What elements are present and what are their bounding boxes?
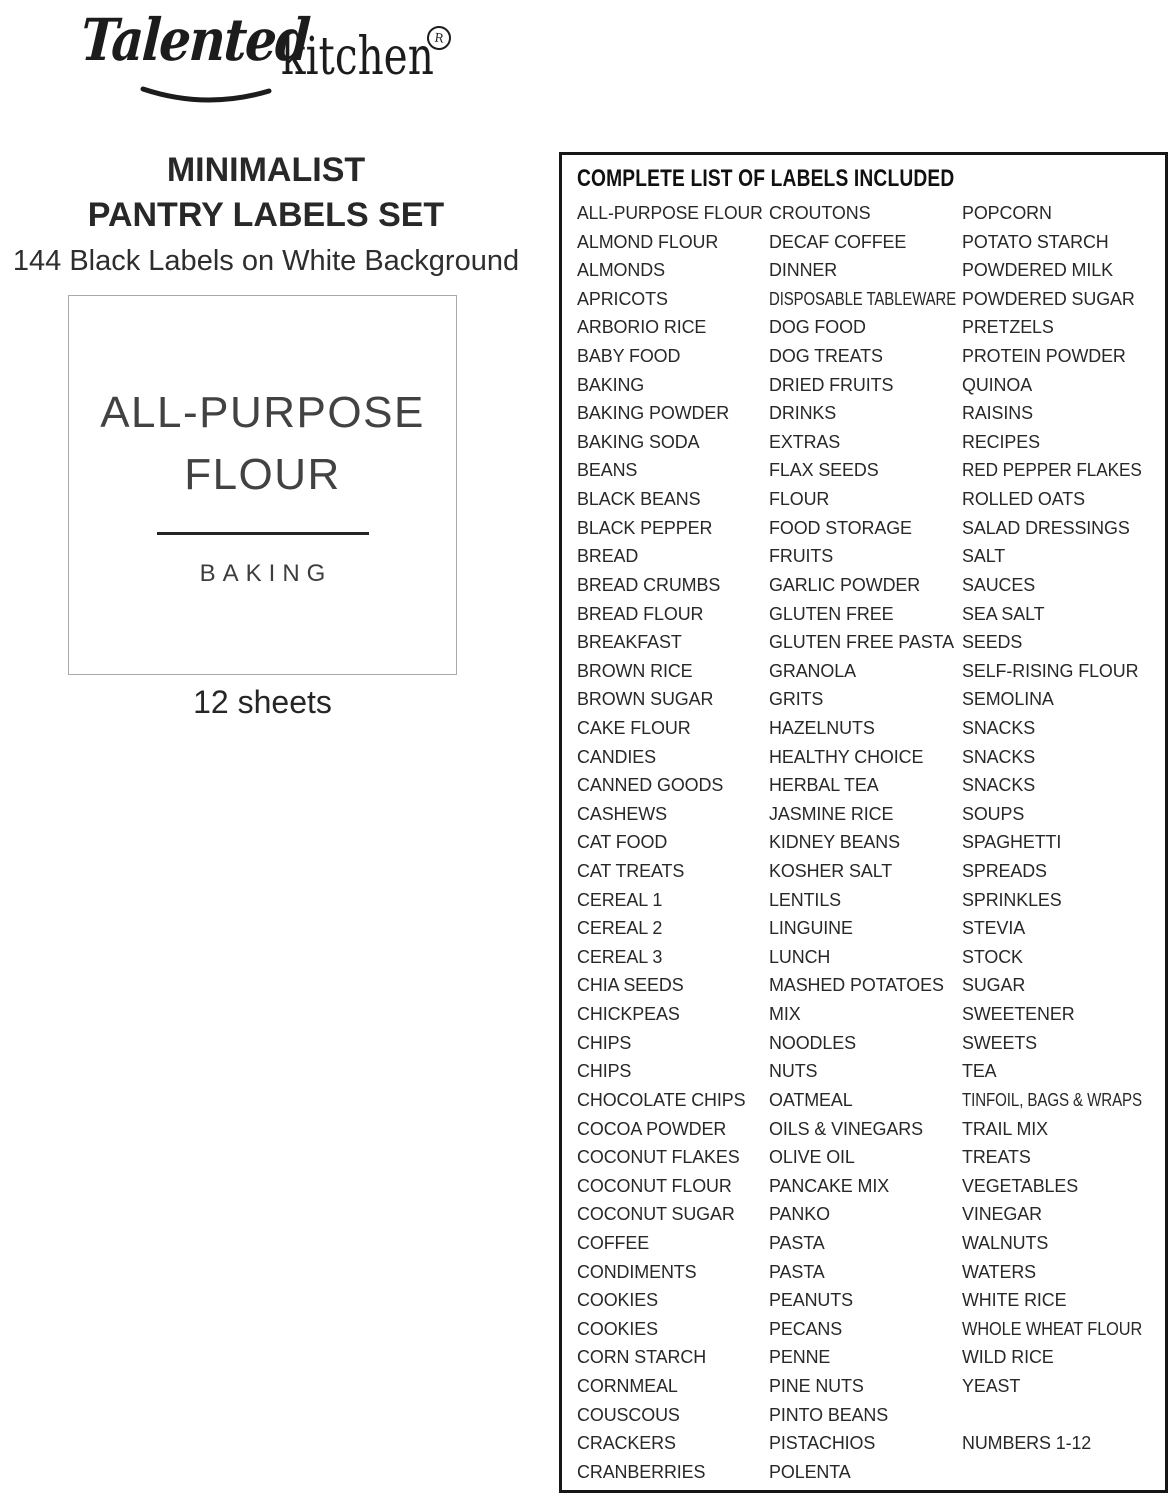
label-list-item: PINE NUTS [769, 1374, 864, 1396]
brand-logo [75, 6, 475, 124]
label-list-item: CANDIES [577, 745, 656, 767]
label-list-item: SALT [962, 545, 1006, 567]
sample-label-name-line2: FLOUR [184, 450, 341, 499]
label-list-item: TEA [962, 1060, 997, 1082]
label-list-item: BREAD CRUMBS [577, 573, 721, 595]
label-list-item: WATERS [962, 1260, 1037, 1282]
label-list-item: POPCORN [962, 202, 1052, 223]
label-list-item: CAT FOOD [577, 831, 668, 853]
product-title-line2: PANTRY LABELS SET [87, 196, 445, 234]
label-list-item: ALMONDS [577, 259, 665, 281]
label-list-item: SOUPS [962, 802, 1025, 824]
label-list-item: PANKO [769, 1203, 830, 1225]
label-list-panel [559, 152, 1168, 1493]
label-list-item: CORN STARCH [577, 1346, 707, 1368]
label-list-item: RED PEPPER FLAKES [962, 459, 1142, 481]
label-list-item: CAT TREATS [577, 860, 685, 882]
label-list-item: NUMBERS 1-12 [962, 1432, 1092, 1454]
label-list-item: POTATO STARCH [962, 230, 1109, 252]
label-list-item: LENTILS [769, 888, 842, 910]
label-list-item: SNACKS [962, 745, 1036, 767]
label-list-item: BLACK BEANS [577, 488, 701, 510]
label-list-item: GARLIC POWDER [769, 573, 921, 595]
product-title-line1: MINIMALIST [166, 151, 366, 189]
label-list-item: PASTA [769, 1260, 825, 1282]
sheet-count: 12 sheets [193, 684, 332, 720]
label-list-item: OILS & VINEGARS [769, 1117, 923, 1139]
label-list-item: CAKE FLOUR [577, 716, 691, 738]
label-list-item: HERBAL TEA [769, 774, 879, 796]
label-list-item: BREAKFAST [577, 631, 682, 653]
label-list-item: GRANOLA [769, 659, 856, 681]
label-list-item: HEALTHY CHOICE [769, 745, 924, 767]
sample-label-preview [68, 295, 457, 675]
sample-label-divider [157, 532, 369, 535]
label-list-item: GRITS [769, 688, 824, 710]
label-list-item: SALAD DRESSINGS [962, 516, 1130, 538]
label-list-item: BREAD FLOUR [577, 602, 704, 624]
label-list-item: BROWN RICE [577, 659, 693, 681]
label-list-item: DISPOSABLE TABLEWARE [769, 287, 957, 309]
label-list-item: COOKIES [577, 1289, 658, 1311]
label-list-item: CHICKPEAS [577, 1003, 680, 1025]
product-intro [0, 148, 532, 278]
label-list-item: SUGAR [962, 974, 1026, 996]
sample-label-name-line1: ALL-PURPOSE [100, 388, 425, 437]
label-list-item: BAKING SODA [577, 430, 700, 452]
label-list-item: COFFEE [577, 1231, 650, 1253]
label-list-item: VINEGAR [962, 1203, 1042, 1225]
label-list-item: POWDERED SUGAR [962, 287, 1135, 309]
label-list-item: COOKIES [577, 1317, 658, 1339]
label-list-item: RECIPES [962, 430, 1040, 452]
label-list-item: CEREAL 3 [577, 945, 663, 967]
label-list-item [962, 1458, 1142, 1487]
label-list-item: PANCAKE MIX [769, 1174, 890, 1196]
label-list-item: JASMINE RICE [769, 802, 894, 824]
label-list-item [962, 1401, 1142, 1430]
label-list-item: DOG FOOD [769, 316, 866, 338]
label-list-item: WALNUTS [962, 1231, 1049, 1253]
label-list-item: FOOD STORAGE [769, 516, 912, 538]
label-list-item: WHOLE WHEAT FLOUR [962, 1317, 1143, 1339]
label-list-item: SEMOLINA [962, 688, 1054, 710]
label-list-item: CHIA SEEDS [577, 974, 684, 996]
label-list-item: DOG TREATS [769, 345, 883, 367]
label-list-item: SNACKS [962, 774, 1036, 796]
label-list-item: SWEETS [962, 1031, 1038, 1053]
label-list-item: OLIVE OIL [769, 1146, 855, 1168]
label-list-item: EXTRAS [769, 430, 841, 452]
label-list-item: PASTA [769, 1231, 825, 1253]
registered-trademark-icon: R [425, 24, 452, 51]
label-list-item: GLUTEN FREE PASTA [769, 631, 954, 653]
label-list-item: LUNCH [769, 945, 831, 967]
label-list-item: TRAIL MIX [962, 1117, 1049, 1139]
label-list-item: CEREAL 1 [577, 888, 663, 910]
label-list-item: CRANBERRIES [577, 1460, 706, 1482]
label-list-item: DRINKS [769, 402, 837, 424]
label-list-item: CEREAL 2 [577, 917, 663, 939]
label-list-grid [577, 199, 1165, 1486]
label-list-item: COUSCOUS [577, 1403, 680, 1425]
label-list-item: SEEDS [962, 631, 1023, 653]
logo-underline-swoosh-icon [139, 84, 273, 108]
label-list-item: NUTS [769, 1060, 818, 1082]
label-list-item: SAUCES [962, 573, 1036, 595]
label-list-item: FLAX SEEDS [769, 459, 879, 481]
list-header: COMPLETE LIST OF LABELS INCLUDED [577, 165, 955, 192]
label-list-item: FRUITS [769, 545, 834, 567]
label-list-item: MIX [769, 1003, 801, 1025]
label-list-item: KIDNEY BEANS [769, 831, 900, 853]
label-list-item: APRICOTS [577, 287, 668, 309]
label-list-item: CASHEWS [577, 802, 667, 824]
label-list-item: SELF-RISING FLOUR [962, 659, 1139, 681]
label-list-item: VEGETABLES [962, 1174, 1079, 1196]
label-list-item: WILD RICE [962, 1346, 1054, 1368]
label-list-item: YEAST [962, 1374, 1021, 1396]
brand-logo-serif-text: kitchen [281, 27, 434, 87]
label-list-item: BROWN SUGAR [577, 688, 714, 710]
label-list-item: CANNED GOODS [577, 774, 724, 796]
label-list-item: BLACK PEPPER [577, 516, 713, 538]
label-list-item: OATMEAL [769, 1088, 853, 1110]
label-list-item: COCONUT FLOUR [577, 1174, 732, 1196]
label-list-item: PRETZELS [962, 316, 1054, 338]
label-list-item: CHOCOLATE CHIPS [577, 1088, 746, 1110]
label-list-item: DRIED FRUITS [769, 373, 894, 395]
label-list-item: ARBORIO RICE [577, 316, 707, 338]
label-list-item: COCONUT FLAKES [577, 1146, 740, 1168]
brand-logo-script-text: Talented [79, 6, 311, 74]
label-list-item: CHIPS [577, 1031, 632, 1053]
label-list-item: PISTACHIOS [769, 1432, 876, 1454]
label-list-item: NOODLES [769, 1031, 856, 1053]
label-list-item: SPRINKLES [962, 888, 1062, 910]
label-list-item: SPAGHETTI [962, 831, 1062, 853]
label-list-item: PEANUTS [769, 1289, 853, 1311]
label-list-item: DINNER [769, 259, 838, 281]
label-list-item: TINFOIL, BAGS & WRAPS [962, 1088, 1142, 1110]
label-list-item: STOCK [962, 945, 1023, 967]
label-list-item: PINTO BEANS [769, 1403, 889, 1425]
label-list-item: KOSHER SALT [769, 860, 893, 882]
label-list-item: PROTEIN POWDER [962, 345, 1126, 367]
label-list-item: COCOA POWDER [577, 1117, 727, 1139]
label-list-item: FLOUR [769, 488, 830, 510]
label-list-item: ALMOND FLOUR [577, 230, 719, 252]
label-list-item: STEVIA [962, 917, 1026, 939]
label-list-item: DECAF COFFEE [769, 230, 907, 252]
label-list-item: CRACKERS [577, 1432, 676, 1454]
label-list-item: CONDIMENTS [577, 1260, 697, 1282]
label-list-item: CORNMEAL [577, 1374, 678, 1396]
label-list-item: HAZELNUTS [769, 716, 875, 738]
label-list-item: CROUTONS [769, 202, 871, 223]
label-list-item: ALL-PURPOSE FLOUR [577, 202, 763, 223]
label-list-item: SWEETENER [962, 1003, 1075, 1025]
label-list-item: SEA SALT [962, 602, 1045, 624]
label-list-item: ROLLED OATS [962, 488, 1085, 510]
label-list-item: BAKING POWDER [577, 402, 730, 424]
label-list-item: COCONUT SUGAR [577, 1203, 735, 1225]
label-list-item: CHIPS [577, 1060, 632, 1082]
label-list-item: BABY FOOD [577, 345, 681, 367]
sample-label-category: BAKING [199, 560, 333, 587]
label-list-item: PENNE [769, 1346, 831, 1368]
label-list-item: BREAD [577, 545, 639, 567]
label-list-item: QUINOA [962, 373, 1033, 395]
label-list-item: BAKING [577, 373, 645, 395]
label-list-item: TREATS [962, 1146, 1031, 1168]
label-list-item: POWDERED MILK [962, 259, 1113, 281]
label-list-item: WHITE RICE [962, 1289, 1067, 1311]
label-list-item: BEANS [577, 459, 638, 481]
label-list-item: LINGUINE [769, 917, 853, 939]
label-list-item: GLUTEN FREE [769, 602, 894, 624]
label-list-item: MASHED POTATOES [769, 974, 944, 996]
label-list-item: RAISINS [962, 402, 1033, 424]
label-list-item: POLENTA [769, 1460, 851, 1482]
label-list-item: SNACKS [962, 716, 1036, 738]
product-subtitle: 144 Black Labels on White Background [12, 245, 520, 277]
label-list-item: SPREADS [962, 860, 1047, 882]
label-list-item: PECANS [769, 1317, 843, 1339]
